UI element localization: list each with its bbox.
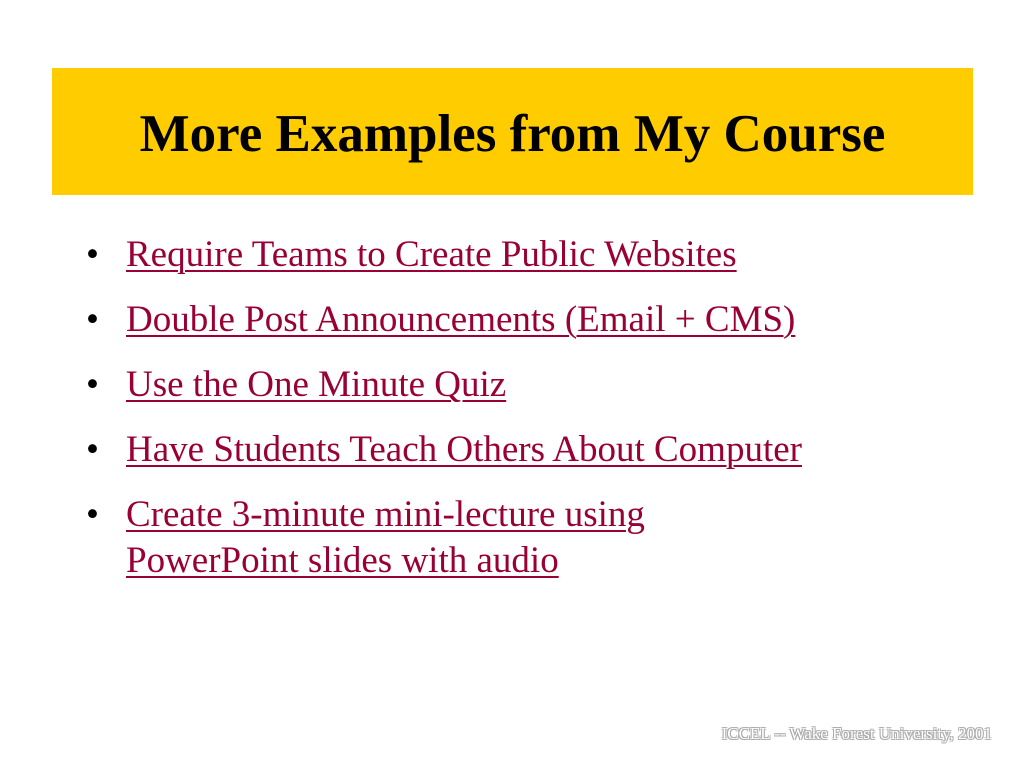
list-item [86,297,986,343]
bullet-icon: • [86,234,99,275]
bullet-icon: • [86,364,99,405]
link-one-minute-quiz[interactable]: Use the One Minute Quiz [126,364,507,405]
slide-title: More Examples from My Course [139,104,886,163]
list-item [86,232,986,278]
link-students-teach[interactable]: Have Students Teach Others About Computer [126,429,802,470]
link-public-websites[interactable]: Require Teams to Create Public Websites [126,234,737,275]
list-item [86,492,986,584]
link-double-post[interactable]: Double Post Announcements (Email + CMS) [126,299,796,340]
list-item [86,362,986,408]
bullet-list [86,232,986,603]
title-banner [52,68,973,195]
bullet-icon: • [86,494,99,535]
list-item [86,427,986,473]
link-mini-lecture[interactable]: Create 3-minute mini-lecture using PowerPoint slides with audio [126,494,645,581]
bullet-icon: • [86,429,99,470]
slide-footer: ICCEL -- Wake Forest University, 2001 [721,724,992,743]
bullet-icon: • [86,299,99,340]
